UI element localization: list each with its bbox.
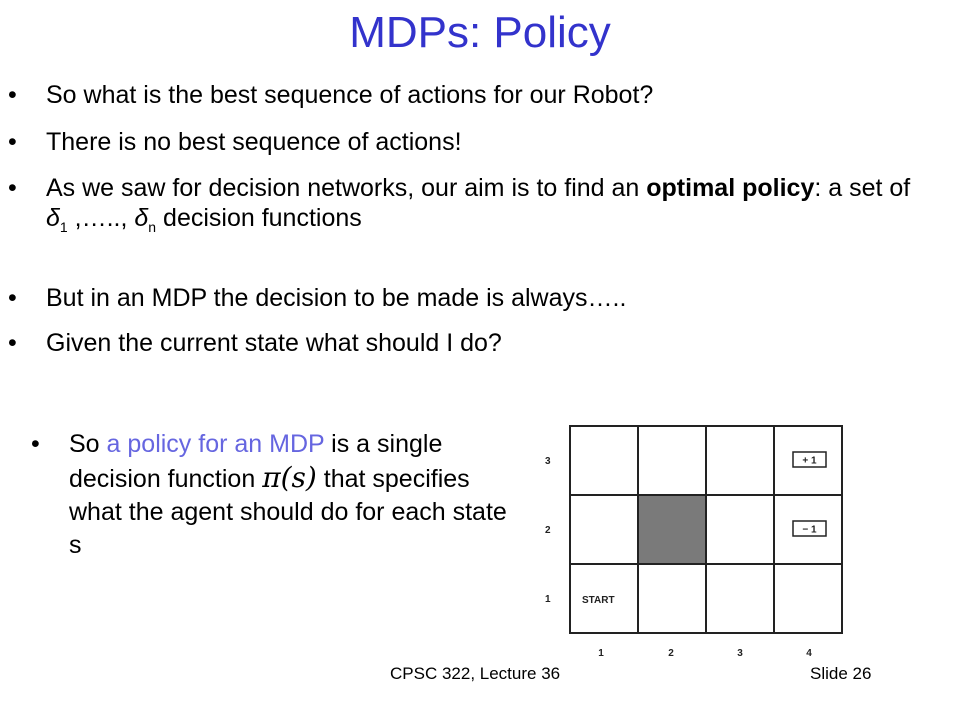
- bullet-marker: •: [8, 128, 17, 156]
- policy-highlight: a policy for an MDP: [106, 430, 325, 458]
- col-label-2: 2: [668, 648, 674, 659]
- subscript-n: n: [148, 219, 157, 235]
- obstacle-cell: [638, 495, 706, 564]
- start-label: START: [582, 595, 615, 606]
- policy-text-mid: is a single decision function: [69, 430, 443, 493]
- bullet-policy-definition: [31, 428, 509, 562]
- bullet-text: There is no best sequence of actions!: [46, 128, 462, 156]
- bullet-optimal-policy: [8, 173, 926, 242]
- delta-symbol-1: δ: [46, 204, 60, 232]
- bullet-marker: •: [8, 81, 17, 109]
- bullet-no-best-sequence: [8, 127, 926, 157]
- row-label-3: 3: [545, 456, 551, 467]
- reward-minus-label: − 1: [802, 524, 817, 536]
- bullet-marker: •: [31, 430, 40, 458]
- col-label-3: 3: [737, 648, 743, 659]
- footer-course: CPSC 322, Lecture 36: [390, 664, 561, 683]
- bullet-best-sequence: [8, 80, 926, 110]
- grid-world-diagram: [530, 420, 860, 665]
- subscript-1: 1: [59, 219, 68, 235]
- footer-slide-number: Slide 26: [810, 664, 872, 683]
- bullet-text: But in an MDP the decision to be made is always…..: [46, 284, 627, 312]
- col-label-1: 1: [598, 648, 604, 659]
- bullet-mdp-decision: [8, 283, 926, 313]
- bullet-text-mid: : a set of: [814, 174, 911, 202]
- row-label-2: 2: [545, 525, 551, 536]
- bullet-text-pre: As we saw for decision networks, our aim is to find an: [46, 174, 647, 202]
- bullet-marker: •: [8, 284, 17, 312]
- policy-text-pre: So: [69, 430, 107, 458]
- bullet-text: So what is the best sequence of actions for our Robot?: [46, 81, 654, 109]
- delta-symbol-n: δ: [134, 204, 149, 232]
- col-label-4: 4: [806, 648, 812, 659]
- bullet-text-post: decision functions: [156, 204, 362, 232]
- slide-title: MDPs: Policy: [349, 8, 611, 57]
- row-label-1: 1: [545, 594, 551, 605]
- bullet-text: Given the current state what should I do?: [46, 329, 502, 357]
- optimal-policy-term: optimal policy: [646, 174, 815, 202]
- bullet-current-state: [8, 328, 926, 358]
- ellipsis: ,…..,: [67, 204, 135, 232]
- reward-plus-label: + 1: [802, 455, 817, 467]
- pi-function: π(s): [262, 461, 317, 494]
- policy-text-post: that specifies what the agent should do for each state s: [69, 465, 507, 559]
- bullet-marker: •: [8, 329, 17, 357]
- bullet-marker: •: [8, 174, 17, 202]
